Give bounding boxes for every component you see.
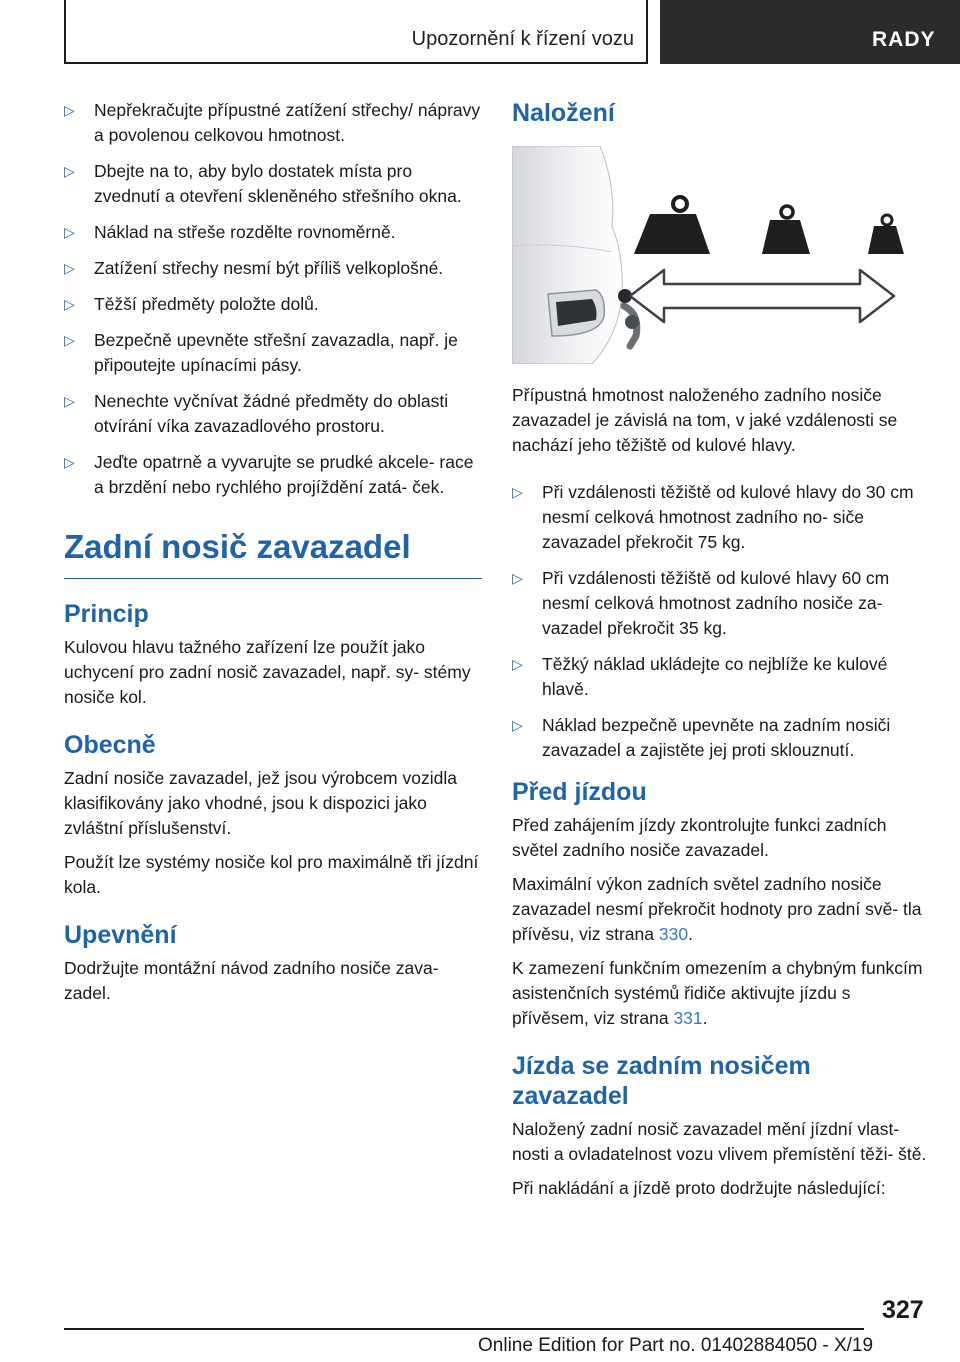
- triangle-right-icon: ▷: [64, 224, 75, 240]
- roof-load-list: [64, 98, 482, 500]
- list-item: ▷ Zatížení střechy nesmí být příliš velkoplošné.: [64, 256, 482, 281]
- obecne-text-1: Zadní nosiče zavazadel, jež jsou výrobcem vozidla klasifikovány jako vhodné, jsou k dispozici jako zvláštní příslušenství.: [64, 768, 457, 838]
- list-item: ▷ Jeďte opatrně a vyvarujte se prudké akcele- race a brzdění nebo rychlého projíždění zatá- ček.: [64, 452, 474, 497]
- list-item: ▷ Těžší předměty položte dolů.: [64, 292, 482, 317]
- list-item: ▷ Těžký náklad ukládejte co nejblíže ke kulové hlavě.: [512, 654, 888, 699]
- load-rules-list: [512, 480, 930, 763]
- left-column: [64, 98, 482, 1015]
- pred-jizdou-text-1: Před zahájením jízdy zkontrolujte funkci zadních světel zadního nosiče zavazadel.: [512, 815, 887, 860]
- page-link-331[interactable]: 331: [673, 1008, 703, 1028]
- triangle-right-icon: ▷: [64, 332, 75, 348]
- triangle-right-icon: ▷: [64, 260, 75, 276]
- subsection-title-princip: Princip: [64, 600, 149, 628]
- page-link-330[interactable]: 330: [658, 924, 689, 944]
- page-number: 327: [882, 1296, 924, 1324]
- right-column: [512, 98, 930, 1210]
- subsection-title-obecne: Obecně: [64, 731, 156, 759]
- list-item: ▷ Bezpečně upevněte střešní zavazadla, např. je připoutejte upínacími pásy.: [64, 330, 458, 375]
- section-tab-label: RADY: [872, 28, 936, 51]
- subsection-title-pred-jizdou: Před jízdou: [512, 778, 647, 806]
- pred-jizdou-text-3: K zamezení funkčním omezením a chybným funkcím asistenčních systémů řidiče aktivujte jízdu s přívěsem, viz strana 331.: [512, 958, 923, 1028]
- jizda-text-1: Naložený zadní nosič zavazadel mění jízdní vlast- nosti a ovladatelnost vozu vlivem přemístění těži- ště.: [512, 1119, 927, 1164]
- footer-divider: [64, 1328, 864, 1330]
- triangle-right-icon: ▷: [64, 393, 75, 409]
- list-item: ▷ Při vzdálenosti těžiště od kulové hlavy do 30 cm nesmí celková hmotnost zadního no- siče zavazadel překročit 75 kg.: [512, 482, 914, 552]
- pred-jizdou-text-2: Maximální výkon zadních světel zadního nosiče zavazadel nesmí překročit hodnoty pro zadní svě- tla přívěsu, viz strana 330.: [512, 874, 922, 944]
- jizda-text-2: Při nakládání a jízdě proto dodržujte následující:: [512, 1178, 886, 1198]
- triangle-right-icon: ▷: [64, 296, 75, 312]
- list-item: ▷ Nenechte vyčnívat žádné předměty do oblasti otvírání víka zavazadlového prostoru.: [64, 391, 449, 436]
- nalozeni-text: Přípustná hmotnost naloženého zadního nosiče zavazadel je závislá na tom, v jaké vzdálenosti se nachází jeho těžiště od kulové hlavy.: [512, 385, 898, 455]
- chapter-title: Upozornění k řízení vozu: [411, 28, 634, 50]
- list-item: ▷ Nepřekračujte přípustné zatížení střechy/ nápravy a povolenou celkovou hmotnost.: [64, 100, 481, 145]
- subsection-title-upevneni: Upevnění: [64, 921, 177, 949]
- obecne-text-2: Použít lze systémy nosiče kol pro maximálně tři jízdní kola.: [64, 852, 479, 897]
- triangle-right-icon: ▷: [64, 163, 75, 179]
- triangle-right-icon: ▷: [512, 570, 523, 586]
- subsection-title-jizda: Jízda se zadním nosičem zavazadel: [512, 1052, 811, 1110]
- header-frame: [64, 0, 648, 64]
- upevneni-text: Dodržujte montážní návod zadního nosiče zava- zadel.: [64, 958, 439, 1003]
- list-item: ▷ Náklad na střeše rozdělte rovnoměrně.: [64, 220, 482, 245]
- list-item: ▷ Dbejte na to, aby bylo dostatek místa pro zvednutí a otevření skleněného střešního okna.: [64, 161, 462, 206]
- triangle-right-icon: ▷: [512, 656, 523, 672]
- load-distance-illustration: [512, 146, 917, 364]
- section-title: Zadní nosič zavazadel: [64, 528, 482, 579]
- princip-text: Kulovou hlavu tažného zařízení lze použít jako uchycení pro zadní nosič zavazadel, např. sy- stémy nosiče kol.: [64, 637, 471, 707]
- triangle-right-icon: ▷: [512, 717, 523, 733]
- edition-note: Online Edition for Part no. 01402884050 - X/19: [478, 1335, 874, 1356]
- list-item: ▷ Náklad bezpečně upevněte na zadním nosiči zavazadel a zajistěte jej proti sklouznutí.: [512, 715, 891, 760]
- triangle-right-icon: ▷: [64, 102, 75, 118]
- triangle-right-icon: ▷: [64, 454, 75, 470]
- list-item: ▷ Při vzdálenosti těžiště od kulové hlavy 60 cm nesmí celková hmotnost zadního nosiče za- vazadel překročit 35 kg.: [512, 568, 890, 638]
- triangle-right-icon: ▷: [512, 484, 523, 500]
- section-tab[interactable]: [660, 0, 960, 64]
- subsection-title-nalozeni: Naložení: [512, 99, 615, 127]
